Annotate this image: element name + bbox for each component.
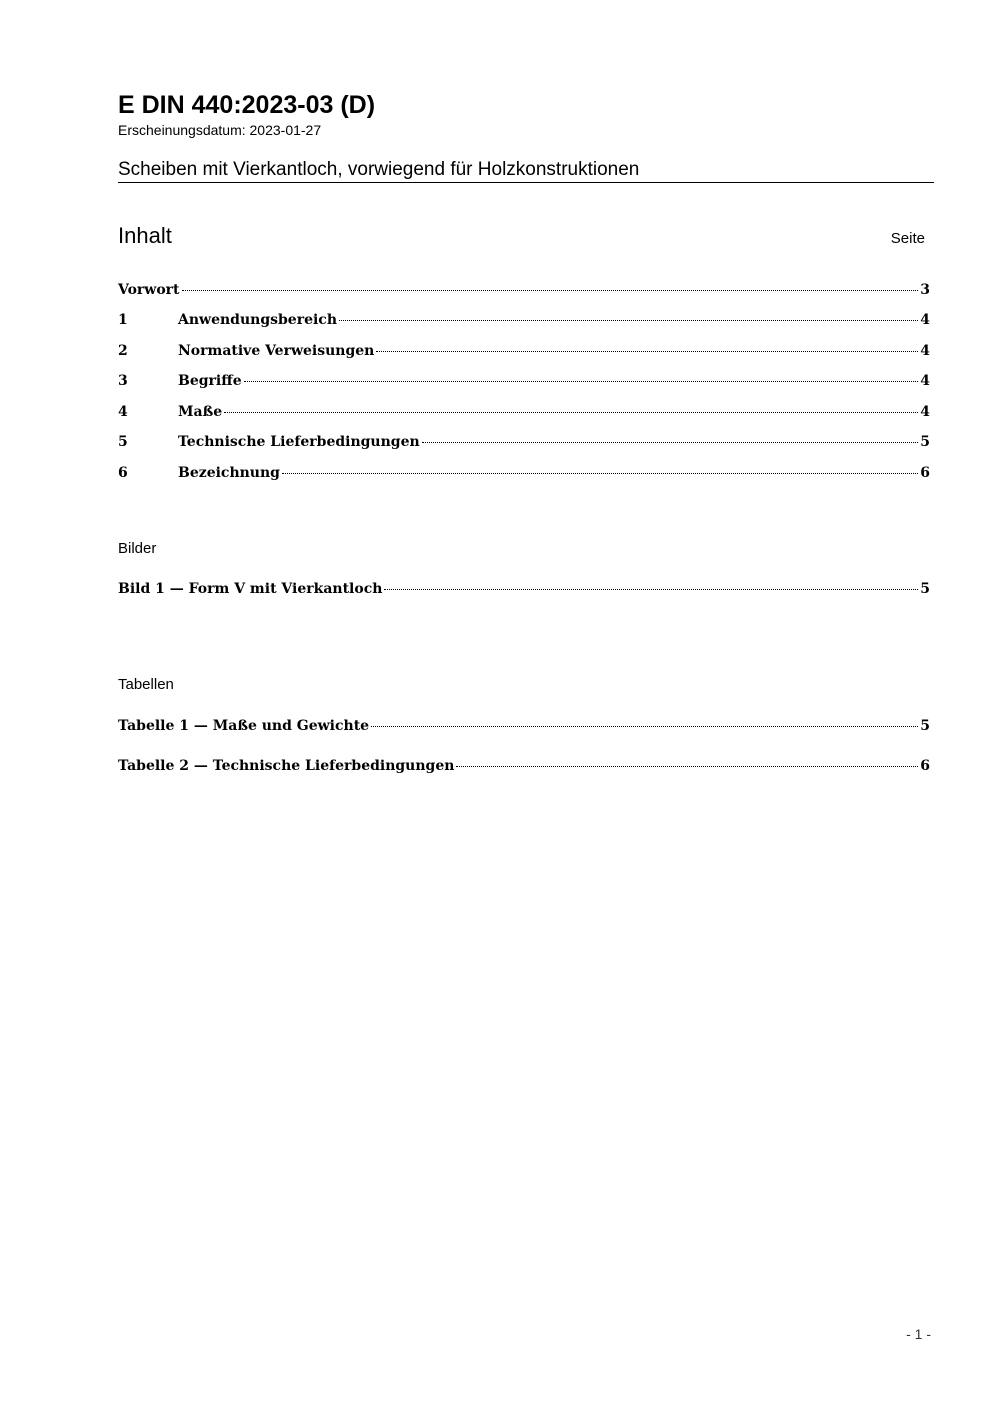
dot-leader <box>244 381 919 382</box>
toc-entry-page: 4 <box>920 373 930 389</box>
toc-entry-anwendungsbereich[interactable] <box>118 309 930 331</box>
toc-entry-page: 4 <box>920 312 930 328</box>
tables-heading: Tabellen <box>118 676 174 693</box>
toc-entry-page: 4 <box>920 343 930 359</box>
toc-entry-vorwort[interactable] <box>118 279 930 301</box>
figure-entry-page: 5 <box>920 581 930 597</box>
dot-leader <box>224 412 918 413</box>
document-subtitle: Scheiben mit Vierkantloch, vorwiegend für Holzkonstruktionen <box>118 159 640 180</box>
dot-leader <box>422 442 919 443</box>
toc-entry-page: 6 <box>920 465 930 481</box>
toc-entry-text: Normative Verweisungen <box>178 343 375 359</box>
page-column-label: Seite <box>890 230 925 247</box>
toc-entry-number: 6 <box>118 465 128 481</box>
toc-entry-number: 4 <box>118 404 128 420</box>
table-entry-tabelle-2[interactable] <box>118 755 930 777</box>
toc-entry-text: Bezeichnung <box>178 465 280 481</box>
figures-heading: Bilder <box>118 540 157 557</box>
toc-entry-page: 5 <box>920 434 930 450</box>
toc-entry-normative-verweisungen[interactable] <box>118 340 930 362</box>
toc-entry-page: 3 <box>920 282 930 298</box>
page-number: - 1 - <box>906 1326 931 1342</box>
toc-entry-number: 2 <box>118 343 128 359</box>
toc-entry-text: Maße <box>178 404 223 420</box>
dot-leader <box>384 589 918 590</box>
toc-entry-page: 4 <box>920 404 930 420</box>
figure-entry-text: Bild 1 — Form V mit Vierkantloch <box>118 581 383 597</box>
dot-leader <box>371 726 918 727</box>
publication-date: Erscheinungsdatum: 2023-01-27 <box>118 122 322 138</box>
toc-entry-begriffe[interactable] <box>118 370 930 392</box>
toc-entry-technische-lieferbedingungen[interactable] <box>118 431 930 453</box>
table-entry-text: Tabelle 1 — Maße und Gewichte <box>118 718 370 734</box>
title-divider <box>118 182 934 183</box>
table-entry-page: 6 <box>920 758 930 774</box>
table-entry-tabelle-1[interactable] <box>118 715 930 737</box>
toc-entry-text: Vorwort <box>118 282 180 298</box>
toc-entry-number: 3 <box>118 373 128 389</box>
toc-entry-masse[interactable] <box>118 401 930 423</box>
document-title: E DIN 440:2023-03 (D) <box>118 91 376 119</box>
dot-leader <box>339 320 918 321</box>
toc-entry-text: Technische Lieferbedingungen <box>178 434 420 450</box>
toc-entry-text: Anwendungsbereich <box>178 312 337 328</box>
table-entry-page: 5 <box>920 718 930 734</box>
dot-leader <box>456 766 918 767</box>
dot-leader <box>376 351 918 352</box>
dot-leader <box>282 473 918 474</box>
toc-entry-text: Begriffe <box>178 373 242 389</box>
toc-entry-number: 1 <box>118 312 128 328</box>
dot-leader <box>182 290 919 291</box>
figure-entry-bild-1[interactable] <box>118 578 930 600</box>
toc-heading: Inhalt <box>118 223 172 248</box>
toc-entry-number: 5 <box>118 434 128 450</box>
toc-entry-bezeichnung[interactable] <box>118 462 930 484</box>
table-entry-text: Tabelle 2 — Technische Lieferbedingungen <box>118 758 455 774</box>
